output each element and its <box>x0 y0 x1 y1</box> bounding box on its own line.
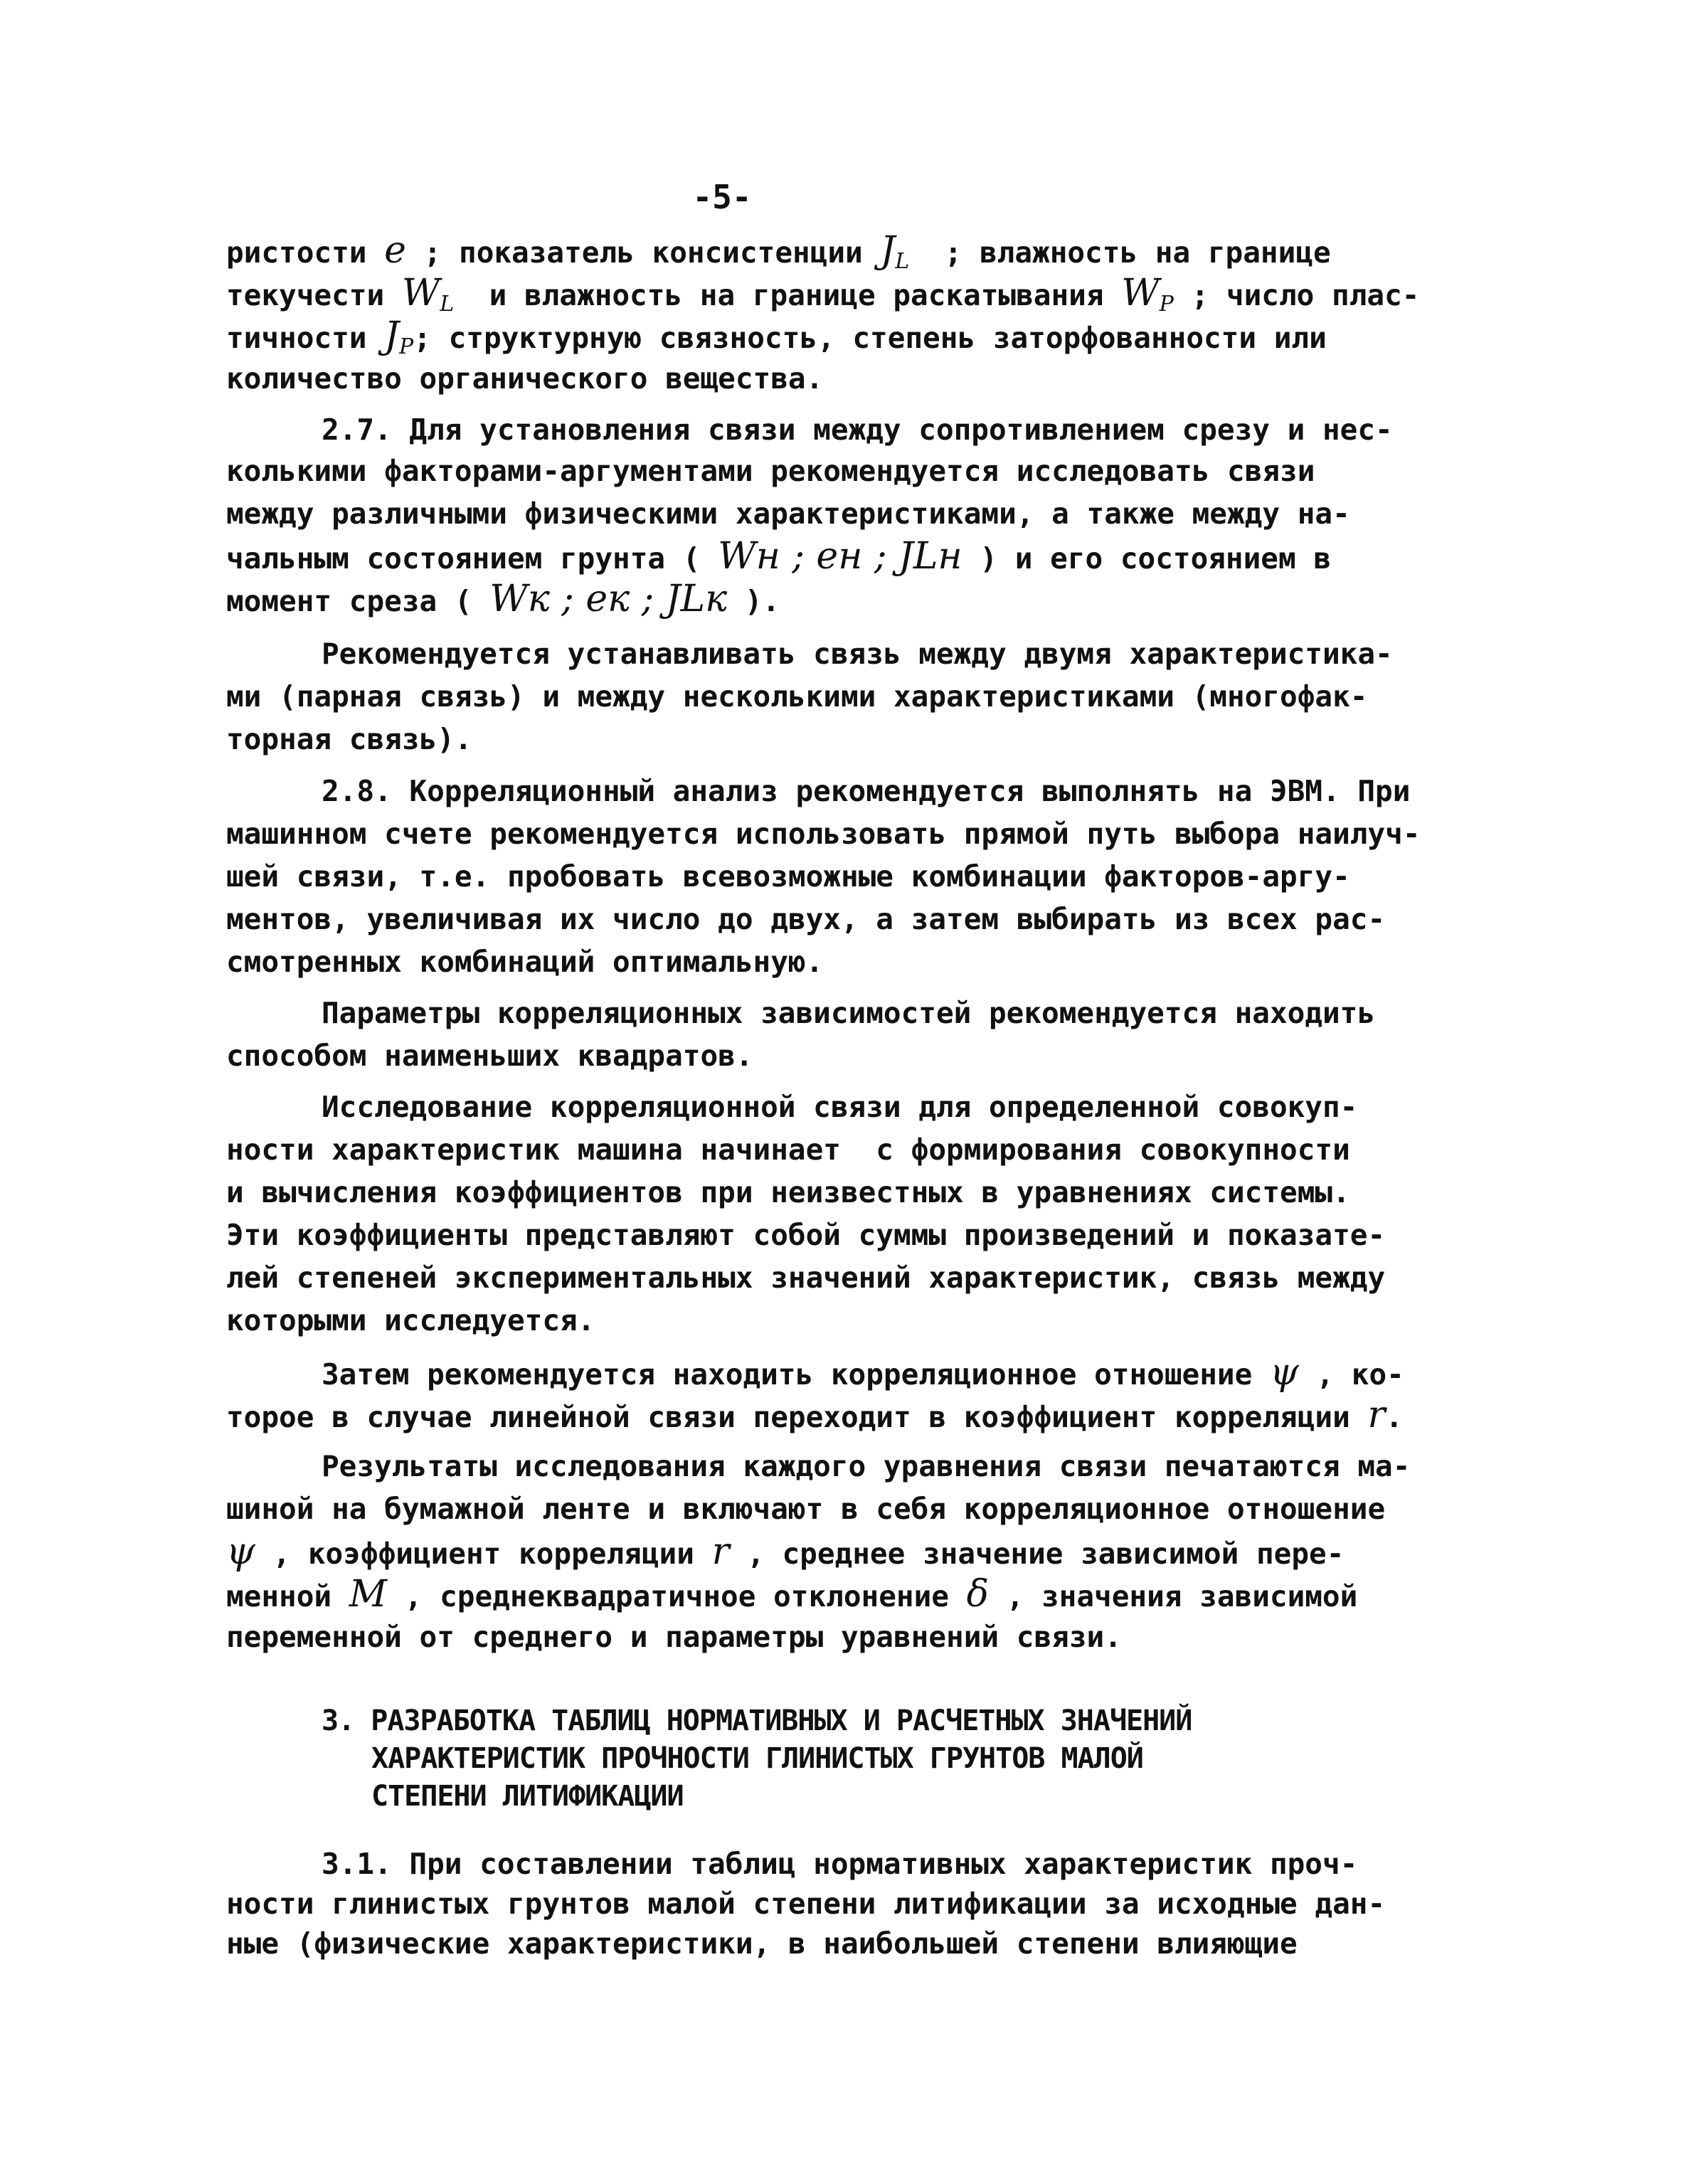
math-subscript: L <box>895 249 910 274</box>
paragraph-line: 2.8. Корреляционный анализ рекомендуется выполнять на ЭВМ. При <box>322 774 1411 808</box>
paragraph-line: торная связь). <box>226 722 472 756</box>
paragraph-line <box>226 272 1420 322</box>
paragraph-line: Рекомендуется устанавливать связь между двумя характеристика- <box>322 637 1393 671</box>
math-symbol: J <box>880 229 896 272</box>
paragraph-line: ности характеристик машина начинает с формирования совокупности <box>226 1133 1350 1167</box>
line-text: ристости <box>226 235 385 270</box>
line-text: ) и его состоянием в <box>962 541 1332 576</box>
paragraph-line <box>226 1394 1404 1436</box>
paragraph-line <box>226 229 1331 279</box>
math-symbol: ψ <box>1269 1351 1299 1394</box>
line-text: , среднеквадратичное отклонение <box>387 1579 967 1613</box>
paragraph-line: 2.7. Для установления связи между сопротивлением срезу и нес- <box>322 413 1393 447</box>
section-heading-line-3: СТЕПЕНИ ЛИТИФИКАЦИИ <box>371 1780 684 1813</box>
paragraph-line: между различными физическими характеристиками, а также между на- <box>226 497 1350 531</box>
line-text: торое в случае линейной связи переходит в коэффициент корреляции <box>226 1400 1368 1434</box>
math-symbol: J <box>384 314 400 357</box>
paragraph-line <box>226 1530 1345 1573</box>
line-text: ; число плас- <box>1173 278 1420 312</box>
paragraph-line: машинном счете рекомендуется использовать прямой путь выбора наилуч- <box>226 817 1421 851</box>
math-symbol: e <box>384 229 406 272</box>
paragraph-line: шиной на бумажной ленте и включают в себя корреляционное отношение <box>226 1492 1386 1526</box>
paragraph-line <box>226 1573 1358 1616</box>
line-text: Затем рекомендуется находить корреляционное отношение <box>322 1357 1270 1391</box>
paragraph-line: Эти коэффициенты представляют собой суммы произведений и показате- <box>226 1218 1386 1252</box>
math-symbol: r <box>1367 1394 1386 1436</box>
math-symbol: Wн ; eн ; JLн <box>718 535 963 578</box>
paragraph-line: ми (парная связь) и между несколькими характеристиками (многофак- <box>226 679 1368 714</box>
math-symbol: δ <box>966 1573 989 1616</box>
math-subscript: P <box>399 334 414 359</box>
paragraph-line <box>226 535 1332 578</box>
line-text: текучести <box>226 278 402 312</box>
paragraph-line: ные (физические характеристики, в наибольшей степени влияющие <box>226 1926 1298 1961</box>
line-text: . <box>1385 1400 1404 1434</box>
paragraph-line: лей степеней экспериментальных значений характеристик, связь между <box>226 1261 1386 1295</box>
math-symbol: W <box>401 272 440 314</box>
page-number: -5- <box>692 178 752 216</box>
line-text: ; показатель консистенции <box>405 235 881 270</box>
line-text: чальным состоянием грунта ( <box>226 541 718 576</box>
paragraph-line: колькими факторами-аргументами рекомендуется исследовать связи <box>226 454 1315 488</box>
line-text: ). <box>727 584 780 618</box>
line-text: ; влажность на границе <box>909 235 1331 270</box>
paragraph-line: 3.1. При составлении таблиц нормативных характеристик проч- <box>322 1847 1358 1881</box>
paragraph-line: которыми исследуется. <box>226 1303 595 1337</box>
line-text: ; структурную связность, степень заторфованности или <box>413 321 1327 355</box>
paragraph-line: Исследование корреляционной связи для определенной совокуп- <box>322 1090 1358 1124</box>
section-heading-line-1: 3. РАЗРАБОТКА ТАБЛИЦ НОРМАТИВНЫХ И РАСЧЕТНЫХ ЗНАЧЕНИЙ <box>322 1705 1192 1737</box>
line-text: , коэффициент корреляции <box>255 1537 712 1571</box>
paragraph-line: и вычисления коэффициентов при неизвестных в уравнениях системы. <box>226 1175 1350 1209</box>
line-text: менной <box>226 1579 349 1613</box>
math-subscript: P <box>1159 292 1174 317</box>
math-symbol: Wк ; eк ; JLк <box>489 578 728 620</box>
paragraph-line: переменной от среднего и параметры уравнений связи. <box>226 1620 1122 1654</box>
line-text: тичности <box>226 321 385 355</box>
paragraph-line: шей связи, т.е. пробовать всевозможные комбинации факторов-аргу- <box>226 859 1350 894</box>
section-heading-line-2: ХАРАКТЕРИСТИК ПРОЧНОСТИ ГЛИНИСТЫХ ГРУНТОВ МАЛОЙ <box>371 1742 1143 1775</box>
line-text: , значения зависимой <box>988 1579 1358 1613</box>
line-text: момент среза ( <box>226 584 490 618</box>
paragraph-line: ности глинистых грунтов малой степени литификации за исходные дан- <box>226 1887 1386 1921</box>
paragraph-line: количество органического вещества. <box>226 361 824 396</box>
math-symbol: ψ <box>226 1530 255 1573</box>
line-text: , ко- <box>1298 1357 1404 1391</box>
paragraph-line: ментов, увеличивая их число до двух, а затем выбирать из всех рас- <box>226 902 1386 936</box>
paragraph-line <box>226 578 780 620</box>
line-text: , среднее значение зависимой пере- <box>729 1537 1345 1571</box>
paragraph-line <box>322 1351 1404 1394</box>
math-subscript: L <box>440 292 455 317</box>
paragraph-line <box>226 314 1327 364</box>
line-text: и влажность на границе раскатывания <box>454 278 1122 312</box>
paragraph-line: смотренных комбинаций оптимальную. <box>226 945 824 979</box>
math-symbol: r <box>711 1530 730 1573</box>
math-symbol: W <box>1121 272 1160 314</box>
paragraph-line: способом наименьших квадратов. <box>226 1039 753 1073</box>
paragraph-line: Результаты исследования каждого уравнения связи печатаются ма- <box>322 1449 1411 1483</box>
math-symbol: M <box>349 1573 388 1616</box>
paragraph-line: Параметры корреляционных зависимостей рекомендуется находить <box>322 996 1376 1030</box>
